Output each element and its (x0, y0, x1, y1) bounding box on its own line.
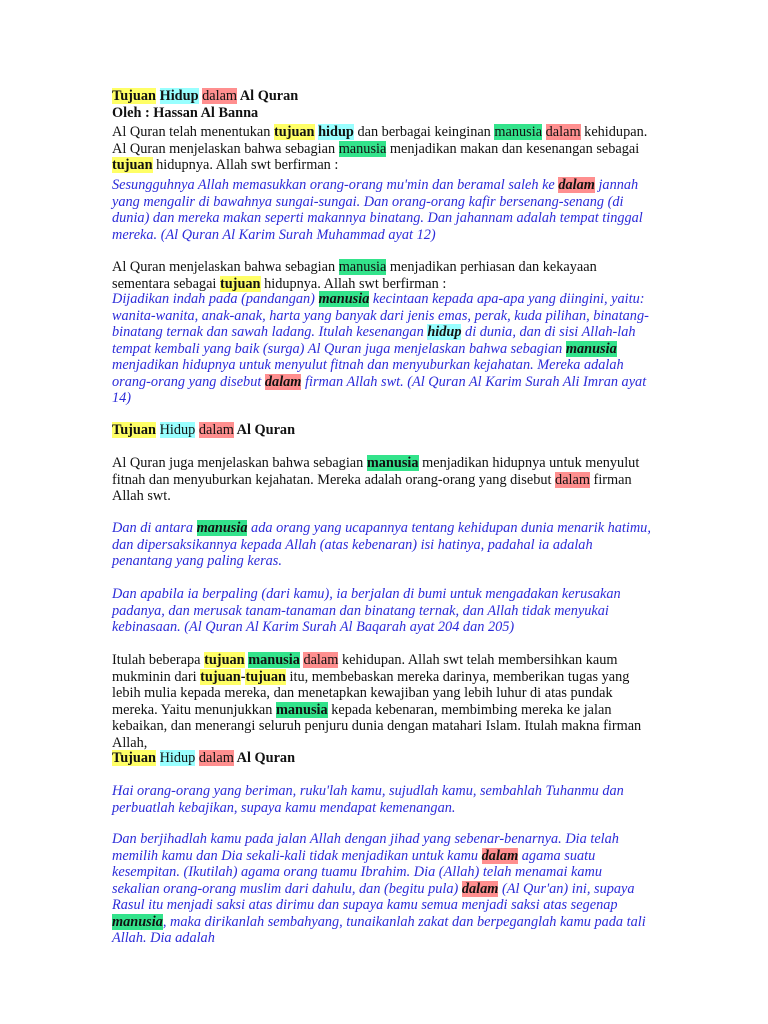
highlight-tujuan: tujuan (204, 652, 245, 668)
quran-quote-paragraph (112, 586, 652, 636)
highlight-dalam: dalam (481, 847, 519, 864)
highlight-tujuan: tujuan (200, 668, 241, 685)
text-run: Dan berjihadlah kamu pada jalan Allah dengan jihad yang sebenar-benarnya. Dia telah memilih kamu dan Dia sekali-kali tidak menjadikan untuk kamu (112, 831, 619, 864)
highlight-tujuan: Tujuan (112, 750, 156, 766)
text-run: menjadikan perhiasan dan kekayaan sementara sebagai (112, 259, 597, 292)
text-run: firman Allah swt. (Al Quran Al Karim Surah Ali Imran ayat 14) (112, 373, 647, 406)
text-run: Dan di antara (112, 520, 197, 536)
quran-quote-paragraph (112, 291, 652, 407)
text-run: Hai orang-orang yang beriman, ruku'lah kamu, sujudlah kamu, sembahlah Tuhanmu dan perbuatlah kebajikan, supaya kamu mendapat kemenangan. (112, 783, 624, 816)
text-run: Al Quran telah menentukan (112, 124, 274, 140)
text-run: menjadikan makan dan kesenangan sebagai (386, 140, 640, 157)
text-run: (Al Qur'an) ini, supaya Rasul itu menjadi saksi atas dirimu dan supaya kamu semua menjadi saksi atas segenap (112, 880, 635, 913)
quran-quote-paragraph (112, 783, 652, 816)
highlight-manusia: manusia (276, 701, 328, 718)
body-paragraph (112, 259, 652, 292)
highlight-manusia: manusia (112, 913, 163, 930)
quran-quote-paragraph (112, 520, 652, 570)
text-run: kehidupan. Al Quran menjelaskan bahwa sebagian (112, 124, 648, 157)
text-run: ada orang yang ucapannya tentang kehidupan dunia menarik hatimu, dan dipersaksikannya kepada Allah (atas kebenaran) isi hatinya, padahal ia adalah penantang yang paling keras. (112, 520, 651, 569)
highlight-dalam: dalam (303, 652, 339, 668)
text-run: , maka dirikanlah sembahyang, tunaikanlah zakat dan berpeganglah kamu pada tali Allah. Dia adalah (112, 913, 646, 946)
text-run: menjadikan hidupnya untuk menyulut fitnah dan menyuburkan kejahatan. Mereka adalah orang-orang yang disebut (112, 357, 624, 390)
highlight-dalam: dalam (558, 177, 595, 193)
highlight-dalam: dalam (198, 750, 234, 766)
body-paragraph (112, 652, 652, 751)
highlight-manusia: manusia (196, 520, 248, 536)
text-run: Al Quran (233, 422, 296, 438)
highlight-dalam: dalam (555, 471, 590, 488)
body-paragraph (112, 105, 652, 122)
text-run: jannah yang mengalir di bawahnya sungai-sungai. Dan orang-orang kafir bersenang-senang (di dunia) dan mereka makan seperti makannya binatang. Dan jahannam adalah tempat tinggal mereka. (Al Quran Al Karim Surah Muhammad ayat 12) (112, 177, 643, 243)
highlight-hidup: hidup (427, 324, 462, 340)
highlight-manusia: manusia (494, 124, 543, 140)
quran-quote-paragraph (112, 831, 652, 947)
highlight-dalam: dalam (198, 422, 234, 438)
highlight-manusia: manusia (248, 652, 300, 668)
highlight-dalam: dalam (461, 880, 499, 897)
text-run: menjadikan hidupnya untuk menyulut fitnah dan menyuburkan kejahatan. Mereka adalah orang-orang yang disebut (112, 455, 640, 488)
text-run: Al Quran (233, 750, 296, 766)
highlight-manusia: manusia (338, 259, 387, 275)
highlight-manusia: manusia (338, 140, 387, 157)
highlight-hidup: Hidup (159, 422, 196, 438)
text-run: hidupnya. Allah swt berfirman : (152, 157, 339, 173)
text-run: Itulah beberapa (112, 652, 205, 668)
text-run: dan berbagai keinginan (353, 124, 495, 140)
highlight-hidup: hidup (318, 124, 354, 140)
highlight-hidup: Hidup (159, 750, 196, 766)
highlight-hidup: Hidup (159, 88, 199, 104)
text-run: itu, membebaskan mereka darinya, memberikan tugas yang lebih mulia kepada mereka, dan menetapkan kewajiban yang lebih luhur di atas pundak mereka. Yaitu menunjukkan (112, 668, 630, 718)
text-run: Sesungguhnya Allah memasukkan orang-orang mu'min dan beramal saleh ke (112, 177, 559, 193)
body-paragraph (112, 88, 652, 105)
highlight-manusia: manusia (318, 291, 370, 307)
text-run: - (240, 668, 246, 685)
highlight-tujuan: Tujuan (112, 88, 156, 104)
highlight-tujuan: tujuan (245, 668, 286, 685)
text-run: kehidupan. Allah swt telah membersihkan kaum mukminin dari (112, 652, 618, 685)
text-run: hidupnya. Allah swt berfirman : (260, 275, 447, 292)
text-run: firman Allah swt. (112, 471, 632, 504)
text-run: Dan apabila ia berpaling (dari kamu), ia berjalan di bumi untuk mengadakan kerusakan padanya, dan merusak tanam-tanaman dan binatang ternak, dan Allah tidak menyukai kebinasaan. (Al Quran Al Karim Surah Al Baqarah ayat 204 dan 205) (112, 586, 621, 635)
text-run: Oleh : Hassan Al Banna (112, 105, 259, 121)
quran-quote-paragraph (112, 177, 652, 243)
text-run: Al Quran menjelaskan bahwa sebagian (112, 259, 339, 275)
highlight-manusia: manusia (366, 455, 419, 471)
body-paragraph (112, 750, 652, 767)
body-paragraph (112, 422, 652, 439)
highlight-dalam: dalam (264, 373, 302, 390)
highlight-tujuan: tujuan (219, 275, 261, 292)
text-run: di dunia, dan di sisi Allah-lah tempat kembali yang baik (surga) Al Quran juga menjelaskan bahwa sebagian (112, 324, 636, 357)
highlight-tujuan: Tujuan (112, 422, 156, 438)
highlight-dalam: dalam (202, 88, 238, 104)
body-paragraph (112, 455, 652, 505)
text-run: agama suatu kesempitan. (Ikutilah) agama orang tuamu Ibrahim. Dia (Allah) telah menamai kamu sekalian orang-orang muslim dari dahulu, dan (begitu pula) (112, 847, 602, 897)
text-run: kecintaan kepada apa-apa yang diingini, yaitu: wanita-wanita, anak-anak, harta yang banyak dari jenis emas, perak, kuda pilihan, binatang-binatang ternak dan sawah ladang. Itulah kesenangan (112, 291, 649, 340)
highlight-manusia: manusia (565, 340, 617, 357)
text-run: Al Quran (237, 88, 299, 104)
text-run: Al Quran juga menjelaskan bahwa sebagian (112, 455, 367, 471)
highlight-tujuan: tujuan (112, 157, 153, 173)
text-run: kepada kebenaran, membimbing mereka ke jalan kebaikan, dan menerangi seluruh penjuru dunia dengan matahari Islam. Itulah makna firman Allah, (112, 701, 642, 751)
text-run: Dijadikan indah pada (pandangan) (112, 291, 319, 307)
body-paragraph (112, 124, 652, 174)
highlight-tujuan: tujuan (273, 124, 315, 140)
highlight-dalam: dalam (545, 124, 581, 140)
